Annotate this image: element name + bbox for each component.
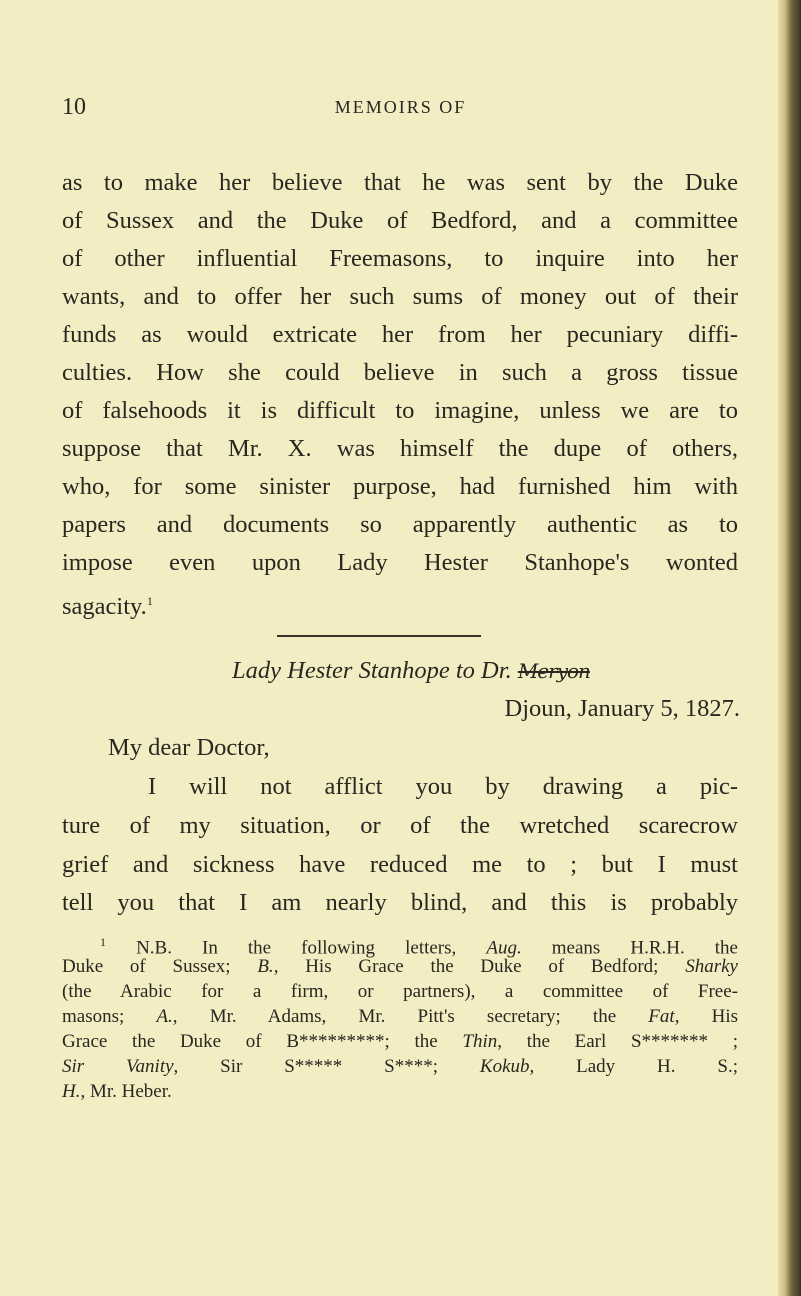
- running-title: MEMOIRS OF: [334, 97, 467, 117]
- body-line: of other influential Freemasons, to inquire into her: [62, 245, 738, 272]
- letter-line: tell you that I am nearly blind, and this is probably: [62, 889, 738, 916]
- body-line: culties. How she could believe in such a gross tissue: [62, 359, 738, 386]
- footnote-text: means H.R.H. the: [521, 937, 738, 959]
- footnote-text: , His: [674, 1006, 738, 1027]
- footnote-text: , His Grace the Duke of Bedford;: [273, 956, 686, 977]
- salutation: My dear Doctor,: [108, 734, 270, 761]
- footnote-italic: Sharky: [685, 956, 738, 977]
- letter-line: I will not afflict you by drawing a pic-: [148, 773, 738, 800]
- letter-line: grief and sickness have reduced me to ; but I must: [62, 851, 738, 878]
- footnote-reference: 1: [146, 594, 153, 608]
- body-line: papers and documents so apparently authentic as to: [62, 511, 738, 538]
- footnote-italic: H.: [62, 1081, 81, 1102]
- letter-heading-text: Lady Hester Stanhope to Dr.: [232, 657, 512, 684]
- body-line: who, for some sinister purpose, had furnished him with: [62, 473, 738, 500]
- footnote-text: N.B. In the following letters,: [136, 937, 487, 959]
- dateline: Djoun, January 5, 1827.: [504, 695, 740, 722]
- footnote-italic: Thin: [462, 1031, 498, 1052]
- footnote-italic: A.: [156, 1006, 173, 1027]
- page-number: 10: [62, 94, 86, 120]
- footnote-text: Lady H. S.;: [534, 1056, 738, 1077]
- footnote-line: [62, 955, 738, 979]
- footnote-line: [62, 1005, 738, 1029]
- handwritten-annotation: Meryon: [517, 659, 590, 683]
- body-line: of Sussex and the Duke of Bedford, and a committee: [62, 207, 738, 234]
- letter-line: ture of my situation, or of the wretched scarecrow: [62, 812, 738, 839]
- footnote-italic: B.: [257, 956, 274, 977]
- footnote-text: , Sir S***** S****;: [173, 1056, 480, 1077]
- body-line: as to make her believe that he was sent by the Duke: [62, 169, 738, 196]
- footnote-line: [62, 1055, 738, 1079]
- footnote-text: Duke of Sussex;: [62, 956, 258, 977]
- footnote-text: , Mr. Heber.: [80, 1081, 172, 1102]
- body-line-last: [62, 586, 738, 622]
- footnote-italic: Aug.: [486, 937, 522, 959]
- body-line: suppose that Mr. X. was himself the dupe of others,: [62, 435, 738, 462]
- body-text: sagacity.: [62, 593, 147, 621]
- footnote-marker: 1: [100, 935, 106, 949]
- body-line: of falsehoods it is difficult to imagine, unless we are to: [62, 397, 738, 424]
- footnote-italic: Kokub,: [479, 1056, 535, 1077]
- body-line: wants, and to offer her such sums of money out of their: [62, 283, 738, 310]
- book-binding-edge: [778, 0, 801, 1296]
- footnote-italic: Fat: [648, 1006, 675, 1027]
- footnote-line: [62, 980, 738, 1004]
- footnote-text: , the Earl S******* ;: [497, 1031, 738, 1052]
- letter-heading: [232, 656, 752, 686]
- footnote-text: (the Arabic for a firm, or partners), a committee of Free-: [62, 981, 738, 1002]
- section-divider: [277, 635, 481, 637]
- footnote-text: masons;: [62, 1006, 157, 1027]
- footnote-italic: Sir Vanity: [62, 1056, 174, 1077]
- body-line: impose even upon Lady Hester Stanhope's wonted: [62, 549, 738, 576]
- footnote-text: , Mr. Adams, Mr. Pitt's secretary; the: [172, 1006, 649, 1027]
- body-line: funds as would extricate her from her pecuniary diffi-: [62, 321, 738, 348]
- footnote-line: [62, 1080, 738, 1104]
- footnote-text: Grace the Duke of B*********; the: [62, 1031, 463, 1052]
- footnote-line: [62, 1030, 738, 1054]
